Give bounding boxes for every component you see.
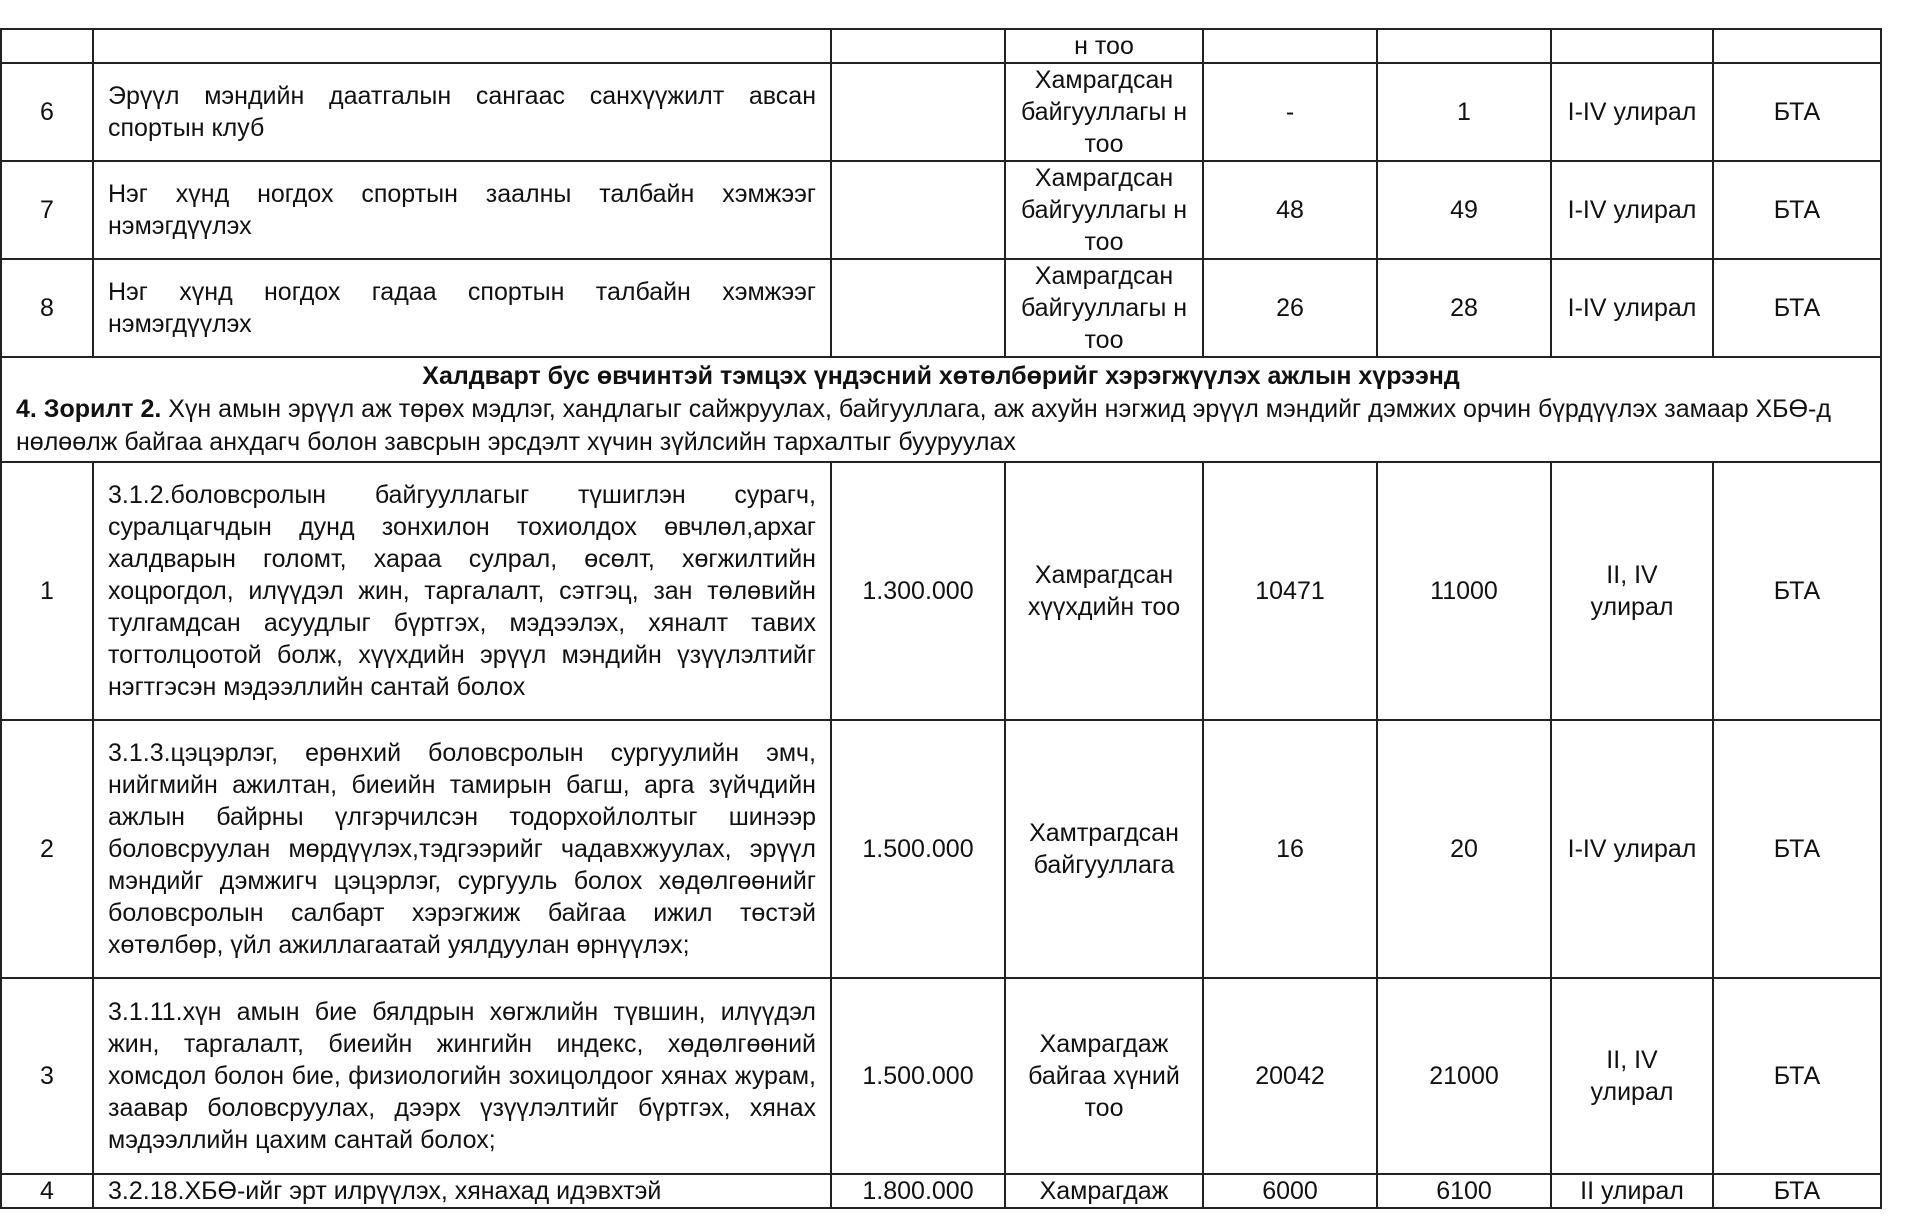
activity-description: 3.1.3.цэцэрлэг, ерөнхий боловсролын сургуулийн эмч, нийгмийн ажилтан, биеийн тамирын багш, арга зүйчдийн ажлын байрны үлгэрчилсэн тодорхойлолтыг шинээр боловсруулан мөрдүүлэх,тэдгээрийг чадавхжуулах, эрүүл мэндийг дэмжигч цэцэрлэг, сургууль болох хөдөлгөөнийг боловсролын салбарт хэрэгжиж байгаа ижил төстэй хөтөлбөр, үйл ажиллагаатай уялдуулан өрнүүлэх;	[93, 720, 831, 978]
activity-description: 3.1.2.боловсролын байгууллагыг түшиглэн сурагч, суралцагчдын дунд зонхилон тохиолдох өвчлөл,архаг халдварын голомт, хараа сулрал, өсөлт, хөгжилтийн хоцрогдол, илүүдэл жин, таргалалт, сэтгэц, зан төлөвийн тулгамдсан асуудлыг бүртгэх, мэдээлэх, хяналт тавих тогтолцоотой болж, хүүхдийн эрүүл мэндийн үзүүлэлтийг нэгтгэсэн мэдээллийн сантай болох	[93, 462, 831, 720]
table-row	[1, 259, 1881, 357]
period-cell: I-IV улирал	[1551, 259, 1713, 357]
table-row	[1, 161, 1881, 259]
baseline-cell: 16	[1203, 720, 1377, 978]
activity-description: Эрүүл мэндийн даатгалын сангаас санхүүжилт авсан спортын клуб	[93, 63, 831, 161]
row-number: 8	[1, 259, 93, 357]
table-row	[1, 978, 1881, 1174]
budget-cell: 1.300.000	[831, 462, 1005, 720]
baseline-cell: -	[1203, 63, 1377, 161]
budget-cell	[831, 29, 1005, 63]
row-number: 4	[1, 1174, 93, 1208]
row-number: 1	[1, 462, 93, 720]
indicator-cell: Хамрагдаж	[1005, 1174, 1203, 1208]
indicator-cell: н тоо	[1005, 29, 1203, 63]
indicator-cell: Хамрагдсан байгууллагы н тоо	[1005, 259, 1203, 357]
baseline-cell	[1203, 29, 1377, 63]
row-number: 2	[1, 720, 93, 978]
section-row	[1, 357, 1881, 462]
period-cell: I-IV улирал	[1551, 720, 1713, 978]
target-cell: 28	[1377, 259, 1551, 357]
target-cell: 49	[1377, 161, 1551, 259]
section-header	[1, 357, 1881, 462]
budget-cell: 1.500.000	[831, 978, 1005, 1174]
table-row	[1, 1174, 1881, 1208]
responsible-cell: БТА	[1713, 978, 1881, 1174]
target-cell	[1377, 29, 1551, 63]
target-cell: 11000	[1377, 462, 1551, 720]
document-page	[0, 28, 1880, 1209]
row-number: 7	[1, 161, 93, 259]
responsible-cell	[1713, 29, 1881, 63]
indicator-cell: Хамрагдсан байгууллагы н тоо	[1005, 63, 1203, 161]
row-number: 3	[1, 978, 93, 1174]
budget-cell	[831, 161, 1005, 259]
action-plan-table	[0, 28, 1882, 1209]
baseline-cell: 20042	[1203, 978, 1377, 1174]
baseline-cell: 6000	[1203, 1174, 1377, 1208]
row-number	[1, 29, 93, 63]
baseline-cell: 10471	[1203, 462, 1377, 720]
budget-cell	[831, 259, 1005, 357]
responsible-cell: БТА	[1713, 1174, 1881, 1208]
budget-cell: 1.500.000	[831, 720, 1005, 978]
table-row	[1, 462, 1881, 720]
responsible-cell: БТА	[1713, 259, 1881, 357]
responsible-cell: БТА	[1713, 720, 1881, 978]
responsible-cell: БТА	[1713, 63, 1881, 161]
activity-description: 3.2.18.ХБӨ-ийг эрт илрүүлэх, хянахад идэвхтэй	[93, 1174, 831, 1208]
period-cell: I-IV улирал	[1551, 161, 1713, 259]
activity-description: Нэг хүнд ногдох гадаа спортын талбайн хэмжээг нэмэгдүүлэх	[93, 259, 831, 357]
period-cell: I-IV улирал	[1551, 63, 1713, 161]
target-cell: 21000	[1377, 978, 1551, 1174]
period-cell: II, IV улирал	[1551, 978, 1713, 1174]
indicator-cell: Хамрагдсан байгууллагы н тоо	[1005, 161, 1203, 259]
target-cell: 1	[1377, 63, 1551, 161]
goal-text: Хүн амын эрүүл аж төрөх мэдлэг, хандлагыг сайжруулах, байгууллага, аж ахуйн нэгжид эрүүл мэндийг дэмжих орчин бүрдүүлэх замаар ХБӨ-д нөлөөлж байгаа анхдагч болон завсрын эрсдэлт хүчин зүйлсийн тархалтыг бууруулах	[16, 395, 1831, 456]
baseline-cell: 26	[1203, 259, 1377, 357]
period-cell: II улирал	[1551, 1174, 1713, 1208]
baseline-cell: 48	[1203, 161, 1377, 259]
target-cell: 6100	[1377, 1174, 1551, 1208]
period-cell: II, IV улирал	[1551, 462, 1713, 720]
period-cell	[1551, 29, 1713, 63]
indicator-cell: Хамрагдсан хүүхдийн тоо	[1005, 462, 1203, 720]
goal-label: 4. Зорилт 2.	[16, 395, 162, 423]
budget-cell: 1.800.000	[831, 1174, 1005, 1208]
budget-cell	[831, 63, 1005, 161]
activity-description: 3.1.11.хүн амын бие бялдрын хөгжлийн түвшин, илүүдэл жин, таргалалт, биеийн жингийн индекс, хөдөлгөөний хомсдол болон бие, физиологийн зохицолдоог хянах журам, заавар боловсруулах, дээрх үзүүлэлтийг бүртгэх, хянах мэдээллийн цахим сантай болох;	[93, 978, 831, 1174]
responsible-cell: БТА	[1713, 462, 1881, 720]
table-row	[1, 63, 1881, 161]
activity-description	[93, 29, 831, 63]
table-row	[1, 720, 1881, 978]
row-number: 6	[1, 63, 93, 161]
responsible-cell: БТА	[1713, 161, 1881, 259]
section-title: Халдварт бус өвчинтэй тэмцэх үндэсний хөтөлбөрийг хэрэгжүүлэх ажлын хүрээнд	[422, 362, 1460, 390]
indicator-cell: Хамрагдаж байгаа хүний тоо	[1005, 978, 1203, 1174]
target-cell: 20	[1377, 720, 1551, 978]
table-row	[1, 29, 1881, 63]
activity-description: Нэг хүнд ногдох спортын заалны талбайн хэмжээг нэмэгдүүлэх	[93, 161, 831, 259]
indicator-cell: Хамтрагдсан байгууллага	[1005, 720, 1203, 978]
